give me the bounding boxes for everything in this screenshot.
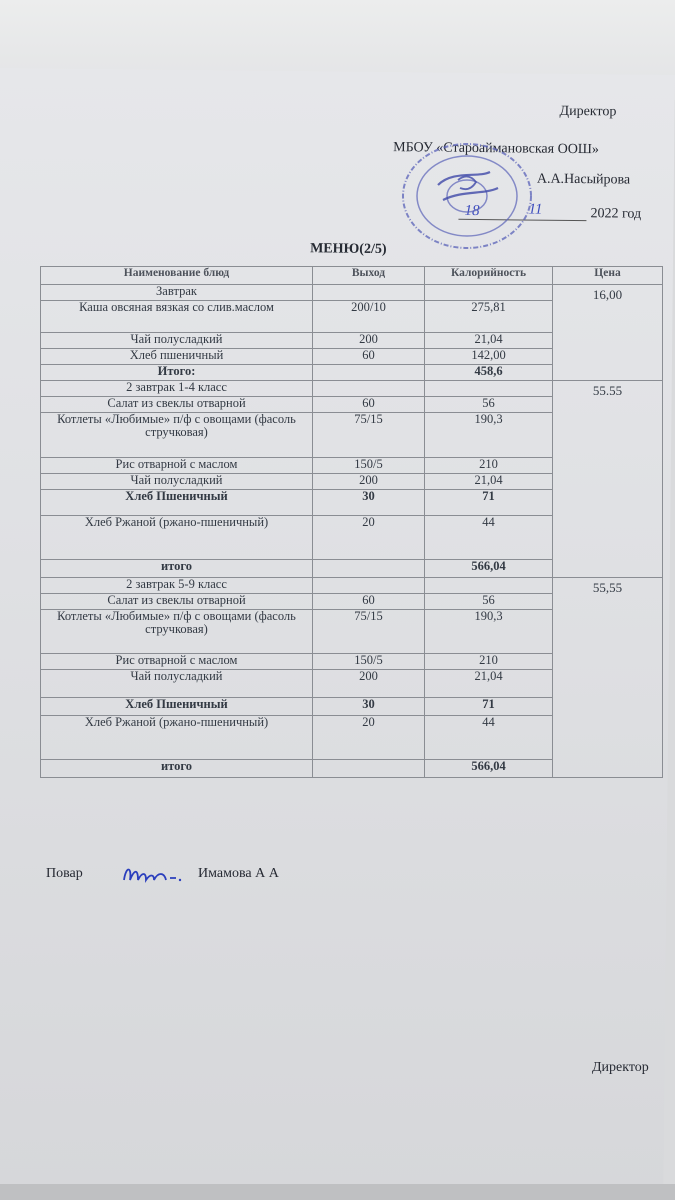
column-header: Цена xyxy=(553,267,663,285)
portion-cell xyxy=(313,760,425,778)
dish-name-cell: Хлеб Ржаной (ржано-пшеничный) xyxy=(41,516,313,560)
dish-name-cell: 2 завтрак 5-9 класс xyxy=(41,578,313,594)
portion-cell: 200 xyxy=(313,670,425,698)
price-cell: 16,00 xyxy=(553,285,663,381)
portion-cell: 75/15 xyxy=(313,413,425,458)
cook-name: Имамова А А xyxy=(198,866,279,881)
calorie-cell: 21,04 xyxy=(425,670,553,698)
portion-cell xyxy=(313,381,425,397)
dish-name-cell: итого xyxy=(41,560,313,578)
calorie-cell: 44 xyxy=(425,516,553,560)
dish-name-cell: Котлеты «Любимые» п/ф с овощами (фасоль стручковая) xyxy=(41,413,313,458)
calorie-cell: 458,6 xyxy=(425,365,553,381)
price-cell: 55.55 xyxy=(553,381,663,578)
portion-cell xyxy=(313,365,425,381)
table-row xyxy=(41,285,663,301)
portion-cell xyxy=(313,578,425,594)
dish-name-cell: Чай полусладкий xyxy=(41,333,313,349)
menu-title: МЕНЮ(2/5) xyxy=(310,241,387,258)
calorie-cell: 21,04 xyxy=(425,333,553,349)
calorie-cell: 71 xyxy=(425,490,553,516)
dish-name-cell: Завтрак xyxy=(41,285,313,301)
portion-cell xyxy=(313,560,425,578)
calorie-cell: 210 xyxy=(425,654,553,670)
dish-name-cell: Рис отварной с маслом xyxy=(41,458,313,474)
dish-name-cell: 2 завтрак 1-4 класс xyxy=(41,381,313,397)
calorie-cell: 142,00 xyxy=(425,349,553,365)
table-edge xyxy=(0,1184,675,1200)
calorie-cell: 44 xyxy=(425,716,553,760)
calorie-cell xyxy=(425,381,553,397)
dish-name-cell: итого xyxy=(41,760,313,778)
portion-cell: 30 xyxy=(313,698,425,716)
portion-cell: 20 xyxy=(313,516,425,560)
portion-cell xyxy=(313,285,425,301)
portion-cell: 150/5 xyxy=(313,654,425,670)
portion-cell: 75/15 xyxy=(313,610,425,654)
director-name: А.А.Насыйрова xyxy=(536,171,631,188)
date-month: 11 xyxy=(528,201,543,218)
director-title: Директор xyxy=(559,103,617,120)
dish-name-cell: Салат из свеклы отварной xyxy=(41,397,313,413)
dish-name-cell: Рис отварной с маслом xyxy=(41,654,313,670)
menu-table xyxy=(40,266,663,778)
dish-name-cell: Хлеб Ржаной (ржано-пшеничный) xyxy=(41,716,313,760)
dish-name-cell: Салат из свеклы отварной xyxy=(41,594,313,610)
calorie-cell: 190,3 xyxy=(425,413,553,458)
portion-cell: 20 xyxy=(313,716,425,760)
dish-name-cell: Хлеб пшеничный xyxy=(41,349,313,365)
portion-cell: 200 xyxy=(313,474,425,490)
footer-director: Директор xyxy=(592,1060,649,1075)
column-header: Калорийность xyxy=(425,267,553,285)
dish-name-cell: Чай полусладкий xyxy=(41,670,313,698)
cook-signature-icon xyxy=(120,860,184,888)
dish-name-cell: Хлеб Пшеничный xyxy=(41,490,313,516)
column-header: Наименование блюд xyxy=(41,267,313,285)
portion-cell: 200 xyxy=(313,333,425,349)
calorie-cell: 56 xyxy=(425,397,553,413)
seal-stamp-icon xyxy=(398,140,536,252)
cook-label: Повар xyxy=(46,866,83,881)
portion-cell: 30 xyxy=(313,490,425,516)
calorie-cell: 275,81 xyxy=(425,301,553,333)
price-cell: 55,55 xyxy=(553,578,663,778)
portion-cell: 150/5 xyxy=(313,458,425,474)
table-row xyxy=(41,578,663,594)
calorie-cell: 566,04 xyxy=(425,760,553,778)
calorie-cell: 56 xyxy=(425,594,553,610)
portion-cell: 200/10 xyxy=(313,301,425,333)
date-year: 2022 год xyxy=(590,206,642,222)
calorie-cell: 566,04 xyxy=(425,560,553,578)
dish-name-cell: Хлеб Пшеничный xyxy=(41,698,313,716)
column-header: Выход xyxy=(313,267,425,285)
table-header xyxy=(41,267,663,285)
calorie-cell: 190,3 xyxy=(425,610,553,654)
calorie-cell xyxy=(425,578,553,594)
calorie-cell: 210 xyxy=(425,458,553,474)
school-name: МБОУ «Староаймановская ООШ» xyxy=(393,140,600,158)
portion-cell: 60 xyxy=(313,594,425,610)
dish-name-cell: Чай полусладкий xyxy=(41,474,313,490)
dish-name-cell: Итого: xyxy=(41,365,313,381)
dish-name-cell: Котлеты «Любимые» п/ф с овощами (фасоль стручковая) xyxy=(41,610,313,654)
dish-name-cell: Каша овсяная вязкая со слив.маслом xyxy=(41,301,313,333)
date-day: 18 xyxy=(464,202,480,220)
calorie-cell: 21,04 xyxy=(425,474,553,490)
calorie-cell: 71 xyxy=(425,698,553,716)
calorie-cell xyxy=(425,285,553,301)
table-row xyxy=(41,381,663,397)
portion-cell: 60 xyxy=(313,349,425,365)
portion-cell: 60 xyxy=(313,397,425,413)
